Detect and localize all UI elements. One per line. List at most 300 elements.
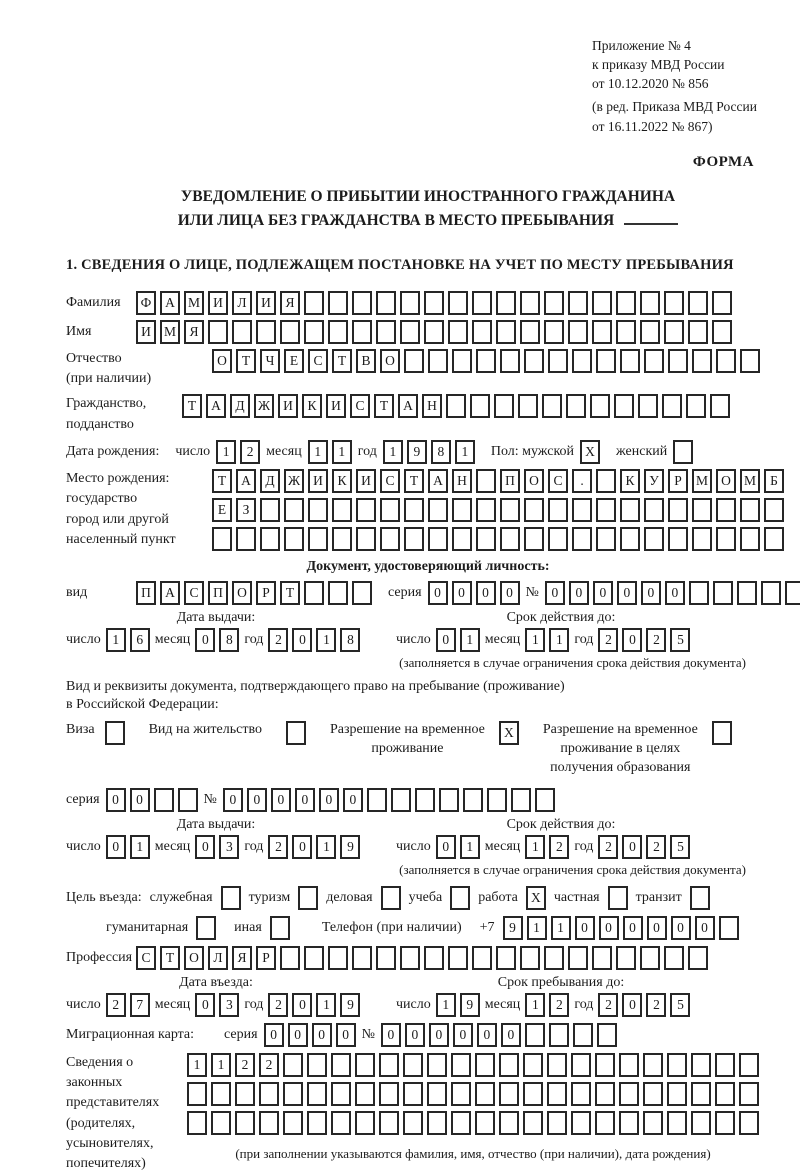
surname-field-cell[interactable] — [664, 291, 684, 315]
birth-place-row1-field-cell[interactable]: Р — [668, 469, 688, 493]
surname-field-cell[interactable] — [376, 291, 396, 315]
migration-number-field-cell[interactable]: 0 — [381, 1023, 401, 1047]
residence-permit-checkbox-cell[interactable] — [286, 721, 306, 745]
birth-place-row3-field-cell[interactable] — [740, 527, 760, 551]
birth-place-row3-field-cell[interactable] — [764, 527, 784, 551]
id-number-field-cell[interactable] — [785, 581, 800, 605]
birth-place-row2-field-cell[interactable] — [524, 498, 544, 522]
representatives-row2-field-cell[interactable] — [739, 1082, 759, 1106]
birth-year-field-cell[interactable]: 8 — [431, 440, 451, 464]
name-field-cell[interactable] — [640, 320, 660, 344]
name-field-cell[interactable] — [400, 320, 420, 344]
migration-number-field-cell[interactable]: 0 — [477, 1023, 497, 1047]
citizenship-field-cell[interactable]: Н — [422, 394, 442, 418]
representatives-row3-field-cell[interactable] — [691, 1111, 711, 1135]
representatives-row1-field-cell[interactable] — [739, 1053, 759, 1077]
name-field-cell[interactable] — [592, 320, 612, 344]
representatives-row2-field-cell[interactable] — [259, 1082, 279, 1106]
purpose-business-checkbox-cell[interactable] — [381, 886, 401, 910]
birth-place-row1-field-cell[interactable] — [596, 469, 616, 493]
stay-day-field-cell[interactable]: 1 — [436, 993, 456, 1017]
patronymic-field-cell[interactable] — [668, 349, 688, 373]
surname-field-cell[interactable] — [616, 291, 636, 315]
citizenship-field-cell[interactable]: Д — [230, 394, 250, 418]
id-type-field-cell[interactable]: А — [160, 581, 180, 605]
migration-number-field-cell[interactable]: 0 — [429, 1023, 449, 1047]
res-expiry-month-field-cell[interactable]: 1 — [525, 835, 545, 859]
phone-field-cell[interactable]: 0 — [623, 916, 643, 940]
stay-month-field-cell[interactable]: 2 — [549, 993, 569, 1017]
birth-year-field-cell[interactable]: 1 — [383, 440, 403, 464]
birth-month-field-cell[interactable]: 1 — [332, 440, 352, 464]
purpose-humanitarian-checkbox-cell[interactable] — [196, 916, 216, 940]
representatives-row3-field-cell[interactable] — [619, 1111, 639, 1135]
patronymic-field-cell[interactable]: Т — [236, 349, 256, 373]
citizenship-field-cell[interactable] — [446, 394, 466, 418]
representatives-row1-field-cell[interactable] — [619, 1053, 639, 1077]
birth-place-row1-field-cell[interactable]: А — [236, 469, 256, 493]
representatives-row2-field-cell[interactable] — [547, 1082, 567, 1106]
res-number-field-cell[interactable]: 0 — [343, 788, 363, 812]
birth-place-row1-field-cell[interactable]: О — [716, 469, 736, 493]
surname-field-cell[interactable]: Л — [232, 291, 252, 315]
surname-field-cell[interactable] — [568, 291, 588, 315]
res-series-field-cell[interactable]: 0 — [130, 788, 150, 812]
name-field-cell[interactable] — [472, 320, 492, 344]
representatives-row2-field-cell[interactable] — [307, 1082, 327, 1106]
representatives-row1-field-cell[interactable] — [571, 1053, 591, 1077]
phone-field-cell[interactable]: 0 — [647, 916, 667, 940]
representatives-row2-field-cell[interactable] — [403, 1082, 423, 1106]
id-issue-day-field-cell[interactable]: 6 — [130, 628, 150, 652]
birth-place-row2-field-cell[interactable] — [428, 498, 448, 522]
stay-month-field-cell[interactable]: 1 — [525, 993, 545, 1017]
representatives-row2-field-cell[interactable] — [571, 1082, 591, 1106]
id-expiry-month-field-cell[interactable]: 1 — [549, 628, 569, 652]
phone-field-cell[interactable]: 0 — [575, 916, 595, 940]
surname-field-cell[interactable]: И — [256, 291, 276, 315]
migration-series-field-cell[interactable]: 0 — [288, 1023, 308, 1047]
id-number-field-cell[interactable] — [713, 581, 733, 605]
res-expiry-day-field-cell[interactable]: 1 — [460, 835, 480, 859]
res-number-field-cell[interactable] — [415, 788, 435, 812]
birth-place-row2-field-cell[interactable] — [404, 498, 424, 522]
representatives-row1-field-cell[interactable] — [523, 1053, 543, 1077]
representatives-row1-field-cell[interactable] — [355, 1053, 375, 1077]
representatives-row2-field-cell[interactable] — [235, 1082, 255, 1106]
id-number-field-cell[interactable]: 0 — [617, 581, 637, 605]
phone-field-cell[interactable] — [719, 916, 739, 940]
name-field-cell[interactable]: Я — [184, 320, 204, 344]
birth-place-row1-field-cell[interactable]: Т — [212, 469, 232, 493]
birth-month-field-cell[interactable]: 1 — [308, 440, 328, 464]
surname-field-cell[interactable]: М — [184, 291, 204, 315]
name-field-cell[interactable] — [712, 320, 732, 344]
entry-month-field-cell[interactable]: 3 — [219, 993, 239, 1017]
phone-field-cell[interactable]: 0 — [695, 916, 715, 940]
citizenship-field-cell[interactable] — [470, 394, 490, 418]
citizenship-field-cell[interactable]: К — [302, 394, 322, 418]
res-number-field-cell[interactable] — [367, 788, 387, 812]
id-expiry-year-field-cell[interactable]: 2 — [598, 628, 618, 652]
res-issue-month-field-cell[interactable]: 3 — [219, 835, 239, 859]
representatives-row1-field-cell[interactable] — [715, 1053, 735, 1077]
representatives-row1-field-cell[interactable] — [283, 1053, 303, 1077]
patronymic-field-cell[interactable] — [596, 349, 616, 373]
birth-year-field-cell[interactable]: 1 — [455, 440, 475, 464]
birth-place-row3-field-cell[interactable] — [212, 527, 232, 551]
birth-place-row1-field-cell[interactable] — [476, 469, 496, 493]
birth-place-row3-field-cell[interactable] — [452, 527, 472, 551]
entry-year-field-cell[interactable]: 0 — [292, 993, 312, 1017]
citizenship-field-cell[interactable]: Т — [374, 394, 394, 418]
name-field-cell[interactable]: М — [160, 320, 180, 344]
name-field-cell[interactable] — [448, 320, 468, 344]
res-number-field-cell[interactable] — [439, 788, 459, 812]
phone-field-cell[interactable]: 1 — [527, 916, 547, 940]
stay-day-field-cell[interactable]: 9 — [460, 993, 480, 1017]
representatives-row2-field-cell[interactable] — [499, 1082, 519, 1106]
profession-field-cell[interactable] — [568, 946, 588, 970]
id-issue-year-field-cell[interactable]: 0 — [292, 628, 312, 652]
name-field-cell[interactable] — [544, 320, 564, 344]
surname-field-cell[interactable]: И — [208, 291, 228, 315]
profession-field-cell[interactable]: Р — [256, 946, 276, 970]
id-issue-year-field-cell[interactable]: 1 — [316, 628, 336, 652]
surname-field-cell[interactable] — [448, 291, 468, 315]
patronymic-field-cell[interactable] — [428, 349, 448, 373]
id-series-field-cell[interactable]: 0 — [428, 581, 448, 605]
birth-place-row2-field-cell[interactable] — [668, 498, 688, 522]
birth-place-row2-field-cell[interactable] — [308, 498, 328, 522]
res-number-field-cell[interactable] — [535, 788, 555, 812]
birth-place-row1-field-cell[interactable]: . — [572, 469, 592, 493]
id-number-field-cell[interactable]: 0 — [641, 581, 661, 605]
profession-field-cell[interactable] — [304, 946, 324, 970]
citizenship-field-cell[interactable] — [542, 394, 562, 418]
representatives-row2-field-cell[interactable] — [715, 1082, 735, 1106]
stay-year-field-cell[interactable]: 0 — [622, 993, 642, 1017]
entry-year-field-cell[interactable]: 9 — [340, 993, 360, 1017]
entry-year-field-cell[interactable]: 2 — [268, 993, 288, 1017]
representatives-row1-field-cell[interactable] — [451, 1053, 471, 1077]
birth-place-row3-field-cell[interactable] — [308, 527, 328, 551]
representatives-row2-field-cell[interactable] — [355, 1082, 375, 1106]
birth-place-row1-field-cell[interactable]: Д — [260, 469, 280, 493]
purpose-official-checkbox-cell[interactable] — [221, 886, 241, 910]
citizenship-field-cell[interactable] — [518, 394, 538, 418]
representatives-row3-field-cell[interactable] — [259, 1111, 279, 1135]
res-expiry-year-field-cell[interactable]: 0 — [622, 835, 642, 859]
id-type-field-cell[interactable]: Т — [280, 581, 300, 605]
birth-place-row3-field-cell[interactable] — [572, 527, 592, 551]
sex-male-checkbox-cell[interactable]: X — [580, 440, 600, 464]
surname-field-cell[interactable] — [472, 291, 492, 315]
name-field-cell[interactable] — [376, 320, 396, 344]
patronymic-field-cell[interactable]: О — [212, 349, 232, 373]
citizenship-field-cell[interactable]: И — [326, 394, 346, 418]
res-expiry-day-field-cell[interactable]: 0 — [436, 835, 456, 859]
res-number-field-cell[interactable]: 0 — [223, 788, 243, 812]
birth-place-row1-field-cell[interactable]: М — [692, 469, 712, 493]
representatives-row2-field-cell[interactable] — [475, 1082, 495, 1106]
id-expiry-year-field-cell[interactable]: 2 — [646, 628, 666, 652]
res-number-field-cell[interactable]: 0 — [271, 788, 291, 812]
representatives-row1-field-cell[interactable] — [667, 1053, 687, 1077]
birth-year-field-cell[interactable]: 9 — [407, 440, 427, 464]
profession-field-cell[interactable]: Л — [208, 946, 228, 970]
birth-place-row2-field-cell[interactable] — [764, 498, 784, 522]
id-expiry-day-field-cell[interactable]: 0 — [436, 628, 456, 652]
representatives-row1-field-cell[interactable] — [691, 1053, 711, 1077]
purpose-other-checkbox-cell[interactable] — [270, 916, 290, 940]
res-number-field-cell[interactable]: 0 — [295, 788, 315, 812]
profession-field-cell[interactable]: О — [184, 946, 204, 970]
migration-series-field-cell[interactable]: 0 — [336, 1023, 356, 1047]
res-issue-day-field-cell[interactable]: 0 — [106, 835, 126, 859]
citizenship-field-cell[interactable] — [566, 394, 586, 418]
representatives-row3-field-cell[interactable] — [331, 1111, 351, 1135]
res-issue-year-field-cell[interactable]: 2 — [268, 835, 288, 859]
id-type-field-cell[interactable]: П — [208, 581, 228, 605]
surname-field-cell[interactable] — [688, 291, 708, 315]
representatives-row2-field-cell[interactable] — [619, 1082, 639, 1106]
purpose-transit-checkbox-cell[interactable] — [690, 886, 710, 910]
res-series-field-cell[interactable] — [178, 788, 198, 812]
phone-field-cell[interactable]: 0 — [599, 916, 619, 940]
citizenship-field-cell[interactable] — [614, 394, 634, 418]
birth-place-row1-field-cell[interactable]: И — [356, 469, 376, 493]
representatives-row2-field-cell[interactable] — [667, 1082, 687, 1106]
birth-place-row1-field-cell[interactable]: С — [380, 469, 400, 493]
birth-place-row3-field-cell[interactable] — [620, 527, 640, 551]
migration-number-field-cell[interactable]: 0 — [453, 1023, 473, 1047]
migration-number-field-cell[interactable]: 0 — [501, 1023, 521, 1047]
representatives-row1-field-cell[interactable] — [499, 1053, 519, 1077]
citizenship-field-cell[interactable] — [710, 394, 730, 418]
entry-month-field-cell[interactable]: 0 — [195, 993, 215, 1017]
patronymic-field-cell[interactable]: Т — [332, 349, 352, 373]
patronymic-field-cell[interactable] — [500, 349, 520, 373]
birth-place-row1-field-cell[interactable]: П — [500, 469, 520, 493]
name-field-cell[interactable] — [280, 320, 300, 344]
id-type-field-cell[interactable]: Р — [256, 581, 276, 605]
surname-field-cell[interactable] — [592, 291, 612, 315]
patronymic-field-cell[interactable] — [716, 349, 736, 373]
id-issue-day-field-cell[interactable]: 1 — [106, 628, 126, 652]
representatives-row3-field-cell[interactable] — [235, 1111, 255, 1135]
profession-field-cell[interactable] — [352, 946, 372, 970]
migration-number-field-cell[interactable] — [597, 1023, 617, 1047]
birth-place-row1-field-cell[interactable]: О — [524, 469, 544, 493]
representatives-row3-field-cell[interactable] — [211, 1111, 231, 1135]
birth-place-row3-field-cell[interactable] — [524, 527, 544, 551]
birth-place-row2-field-cell[interactable] — [476, 498, 496, 522]
representatives-row1-field-cell[interactable]: 2 — [235, 1053, 255, 1077]
representatives-row1-field-cell[interactable] — [379, 1053, 399, 1077]
birth-place-row3-field-cell[interactable] — [236, 527, 256, 551]
id-expiry-year-field-cell[interactable]: 0 — [622, 628, 642, 652]
profession-field-cell[interactable]: Я — [232, 946, 252, 970]
birth-place-row2-field-cell[interactable] — [452, 498, 472, 522]
birth-day-field-cell[interactable]: 2 — [240, 440, 260, 464]
birth-place-row1-field-cell[interactable]: А — [428, 469, 448, 493]
profession-field-cell[interactable] — [472, 946, 492, 970]
res-issue-month-field-cell[interactable]: 0 — [195, 835, 215, 859]
stay-year-field-cell[interactable]: 5 — [670, 993, 690, 1017]
citizenship-field-cell[interactable] — [686, 394, 706, 418]
id-number-field-cell[interactable]: 0 — [665, 581, 685, 605]
birth-place-row3-field-cell[interactable] — [716, 527, 736, 551]
entry-day-field-cell[interactable]: 2 — [106, 993, 126, 1017]
representatives-row3-field-cell[interactable] — [667, 1111, 687, 1135]
birth-place-row3-field-cell[interactable] — [380, 527, 400, 551]
patronymic-field-cell[interactable] — [644, 349, 664, 373]
birth-place-row3-field-cell[interactable] — [644, 527, 664, 551]
surname-field-cell[interactable] — [544, 291, 564, 315]
name-field-cell[interactable] — [664, 320, 684, 344]
representatives-row3-field-cell[interactable] — [379, 1111, 399, 1135]
migration-number-field-cell[interactable] — [525, 1023, 545, 1047]
profession-field-cell[interactable] — [328, 946, 348, 970]
birth-place-row2-field-cell[interactable]: З — [236, 498, 256, 522]
birth-place-row2-field-cell[interactable] — [620, 498, 640, 522]
birth-place-row2-field-cell[interactable] — [332, 498, 352, 522]
birth-place-row3-field-cell[interactable] — [500, 527, 520, 551]
representatives-row3-field-cell[interactable] — [187, 1111, 207, 1135]
id-number-field-cell[interactable]: 0 — [569, 581, 589, 605]
name-field-cell[interactable] — [304, 320, 324, 344]
profession-field-cell[interactable] — [424, 946, 444, 970]
patronymic-field-cell[interactable] — [740, 349, 760, 373]
representatives-row3-field-cell[interactable] — [739, 1111, 759, 1135]
citizenship-field-cell[interactable]: А — [398, 394, 418, 418]
id-number-field-cell[interactable] — [737, 581, 757, 605]
profession-field-cell[interactable] — [496, 946, 516, 970]
id-type-field-cell[interactable]: П — [136, 581, 156, 605]
res-expiry-year-field-cell[interactable]: 5 — [670, 835, 690, 859]
surname-field-cell[interactable] — [520, 291, 540, 315]
profession-field-cell[interactable] — [592, 946, 612, 970]
res-issue-year-field-cell[interactable]: 1 — [316, 835, 336, 859]
name-field-cell[interactable] — [688, 320, 708, 344]
representatives-row1-field-cell[interactable] — [595, 1053, 615, 1077]
birth-place-row1-field-cell[interactable]: Н — [452, 469, 472, 493]
surname-field-cell[interactable] — [640, 291, 660, 315]
birth-place-row1-field-cell[interactable]: Б — [764, 469, 784, 493]
surname-field-cell[interactable] — [400, 291, 420, 315]
representatives-row3-field-cell[interactable] — [307, 1111, 327, 1135]
entry-day-field-cell[interactable]: 7 — [130, 993, 150, 1017]
citizenship-field-cell[interactable] — [662, 394, 682, 418]
representatives-row3-field-cell[interactable] — [715, 1111, 735, 1135]
patronymic-field-cell[interactable]: В — [356, 349, 376, 373]
birth-place-row3-field-cell[interactable] — [692, 527, 712, 551]
representatives-row1-field-cell[interactable]: 1 — [211, 1053, 231, 1077]
migration-number-field-cell[interactable] — [573, 1023, 593, 1047]
representatives-row3-field-cell[interactable] — [643, 1111, 663, 1135]
citizenship-field-cell[interactable]: А — [206, 394, 226, 418]
name-field-cell[interactable] — [616, 320, 636, 344]
representatives-row3-field-cell[interactable] — [499, 1111, 519, 1135]
id-number-field-cell[interactable]: 0 — [593, 581, 613, 605]
purpose-tourism-checkbox-cell[interactable] — [298, 886, 318, 910]
visa-checkbox-cell[interactable] — [105, 721, 125, 745]
id-number-field-cell[interactable] — [761, 581, 781, 605]
representatives-row2-field-cell[interactable] — [331, 1082, 351, 1106]
res-series-field-cell[interactable] — [154, 788, 174, 812]
id-type-field-cell[interactable] — [352, 581, 372, 605]
representatives-row2-field-cell[interactable] — [523, 1082, 543, 1106]
birth-place-row3-field-cell[interactable] — [404, 527, 424, 551]
profession-field-cell[interactable] — [376, 946, 396, 970]
representatives-row1-field-cell[interactable] — [427, 1053, 447, 1077]
representatives-row2-field-cell[interactable] — [691, 1082, 711, 1106]
id-type-field-cell[interactable] — [304, 581, 324, 605]
res-expiry-month-field-cell[interactable]: 2 — [549, 835, 569, 859]
representatives-row2-field-cell[interactable] — [595, 1082, 615, 1106]
id-type-field-cell[interactable] — [328, 581, 348, 605]
representatives-row2-field-cell[interactable] — [451, 1082, 471, 1106]
profession-field-cell[interactable]: Т — [160, 946, 180, 970]
representatives-row1-field-cell[interactable] — [331, 1053, 351, 1077]
patronymic-field-cell[interactable]: Е — [284, 349, 304, 373]
representatives-row1-field-cell[interactable] — [475, 1053, 495, 1077]
birth-place-row3-field-cell[interactable] — [284, 527, 304, 551]
migration-series-field-cell[interactable]: 0 — [264, 1023, 284, 1047]
edu-permit-checkbox-cell[interactable] — [712, 721, 732, 745]
representatives-row3-field-cell[interactable] — [283, 1111, 303, 1135]
id-number-field-cell[interactable] — [689, 581, 709, 605]
patronymic-field-cell[interactable] — [692, 349, 712, 373]
birth-place-row1-field-cell[interactable]: Ж — [284, 469, 304, 493]
phone-field-cell[interactable]: 9 — [503, 916, 523, 940]
id-issue-month-field-cell[interactable]: 8 — [219, 628, 239, 652]
id-type-field-cell[interactable]: О — [232, 581, 252, 605]
birth-place-row1-field-cell[interactable]: Т — [404, 469, 424, 493]
name-field-cell[interactable] — [328, 320, 348, 344]
name-field-cell[interactable] — [424, 320, 444, 344]
name-field-cell[interactable] — [208, 320, 228, 344]
citizenship-field-cell[interactable]: Ж — [254, 394, 274, 418]
birth-place-row2-field-cell[interactable] — [500, 498, 520, 522]
birth-place-row3-field-cell[interactable] — [428, 527, 448, 551]
res-number-field-cell[interactable]: 0 — [247, 788, 267, 812]
patronymic-field-cell[interactable] — [620, 349, 640, 373]
representatives-row1-field-cell[interactable] — [643, 1053, 663, 1077]
res-number-field-cell[interactable] — [463, 788, 483, 812]
surname-field-cell[interactable]: Я — [280, 291, 300, 315]
purpose-study-checkbox-cell[interactable] — [450, 886, 470, 910]
surname-field-cell[interactable] — [496, 291, 516, 315]
representatives-row1-field-cell[interactable]: 1 — [187, 1053, 207, 1077]
birth-place-row3-field-cell[interactable] — [668, 527, 688, 551]
birth-place-row2-field-cell[interactable]: Е — [212, 498, 232, 522]
surname-field-cell[interactable] — [304, 291, 324, 315]
surname-field-cell[interactable]: А — [160, 291, 180, 315]
representatives-row1-field-cell[interactable] — [547, 1053, 567, 1077]
id-issue-month-field-cell[interactable]: 0 — [195, 628, 215, 652]
purpose-private-checkbox-cell[interactable] — [608, 886, 628, 910]
patronymic-field-cell[interactable] — [524, 349, 544, 373]
res-series-field-cell[interactable]: 0 — [106, 788, 126, 812]
patronymic-field-cell[interactable] — [572, 349, 592, 373]
citizenship-field-cell[interactable]: С — [350, 394, 370, 418]
surname-field-cell[interactable] — [352, 291, 372, 315]
profession-field-cell[interactable] — [400, 946, 420, 970]
purpose-work-checkbox-cell[interactable]: X — [526, 886, 546, 910]
name-field-cell[interactable] — [256, 320, 276, 344]
